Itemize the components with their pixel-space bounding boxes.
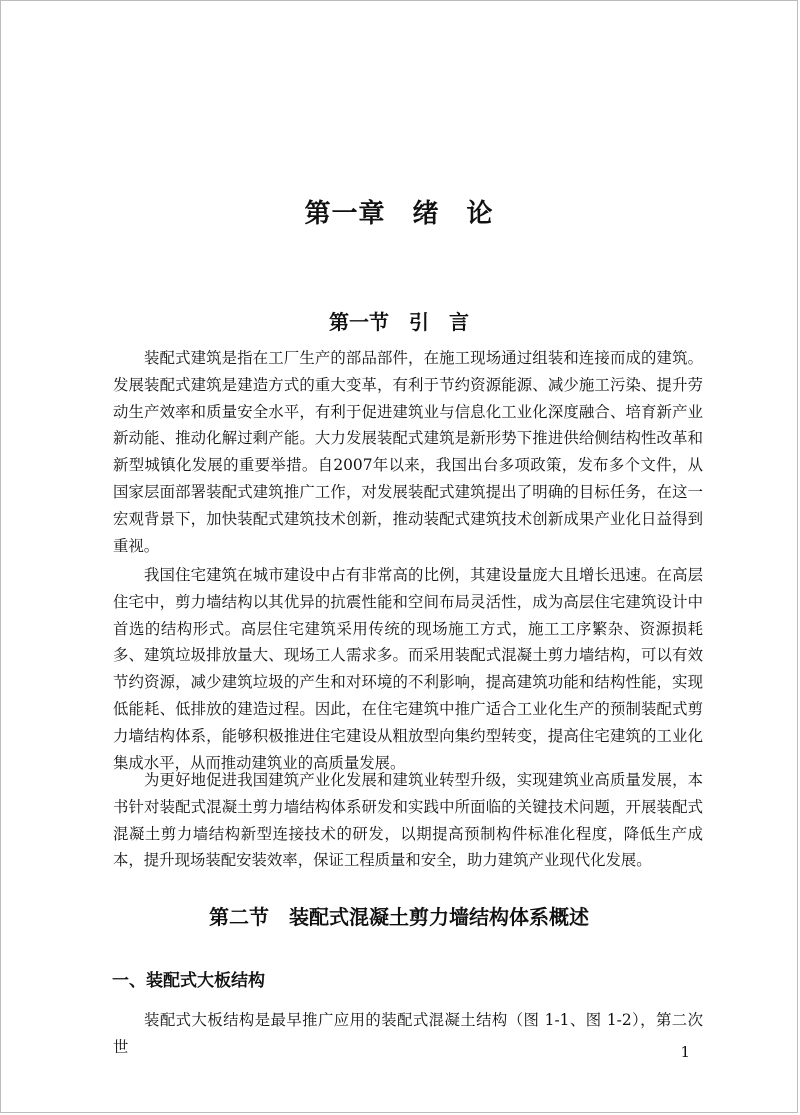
paragraph-3: 为更好地促进我国建筑产业化发展和建筑业转型升级，实现建筑业高质量发展，本书针对装配式混凝土剪力墙结构体系研发和实践中所面临的关键技术问题，开展装配式混凝土剪力墙结构新型连接技术的研发，以期提高预制构件标准化程度，降低生产成本，提升现场装配安装效率，保证工程质量和安全，助力建筑产业现代化发展。 [113, 771, 703, 870]
chapter-title: 第一章 绪 论 [304, 199, 494, 229]
page-number: 1 [680, 1043, 690, 1061]
subsection-title-large-panel: 一、装配式大板结构 [112, 971, 265, 991]
section-title-overview: 第二节 装配式混凝土剪力墙结构体系概述 [209, 905, 589, 929]
paragraph-4: 装配式大板结构是最早推广应用的装配式混凝土结构（图 1-1、图 1-2），第二次世 [113, 1011, 703, 1056]
paragraph-1: 装配式建筑是指在工厂生产的部品部件，在施工现场通过组装和连接而成的建筑。发展装配式建筑是建造方式的重大变革，有利于节约资源能源、减少施工污染、提升劳动生产效率和质量安全水平，有利于促进建筑业与信息化工业化深度融合、培育新产业新动能、推动化解过剩产能。大力发展装配式建筑是新形势下推进供给侧结构性改革和新型城镇化发展的重要举措。自2007年以来，我国出台多项政策，发布多个文件，从国家层面部署装配式建筑推广工作，对发展装配式建筑提出了明确的目标任务，在这一宏观背景下，加快装配式建筑技术创新，推动装配式建筑技术创新成果产业化日益得到重视。 [113, 349, 703, 555]
paragraph-2: 我国住宅建筑在城市建设中占有非常高的比例，其建设量庞大且增长迅速。在高层住宅中，剪力墙结构以其优异的抗震性能和空间布局灵活性，成为高层住宅建筑设计中首选的结构形式。高层住宅建筑采用传统的现场施工方式，施工工序繁杂、资源损耗多、建筑垃圾排放量大、现场工人需求多。而采用装配式混凝土剪力墙结构，可以有效节约资源，减少建筑垃圾的产生和对环境的不利影响，提高建筑功能和结构性能，实现低能耗、低排放的建造过程。因此，在住宅建筑中推广适合工业化生产的预制装配式剪力墙结构体系，能够积极推进住宅建设从粗放型向集约型转变，提高住宅建筑的工业化集成水平，从而推动建筑业的高质量发展。 [113, 566, 703, 772]
section-title-introduction: 第一节 引 言 [329, 310, 469, 334]
